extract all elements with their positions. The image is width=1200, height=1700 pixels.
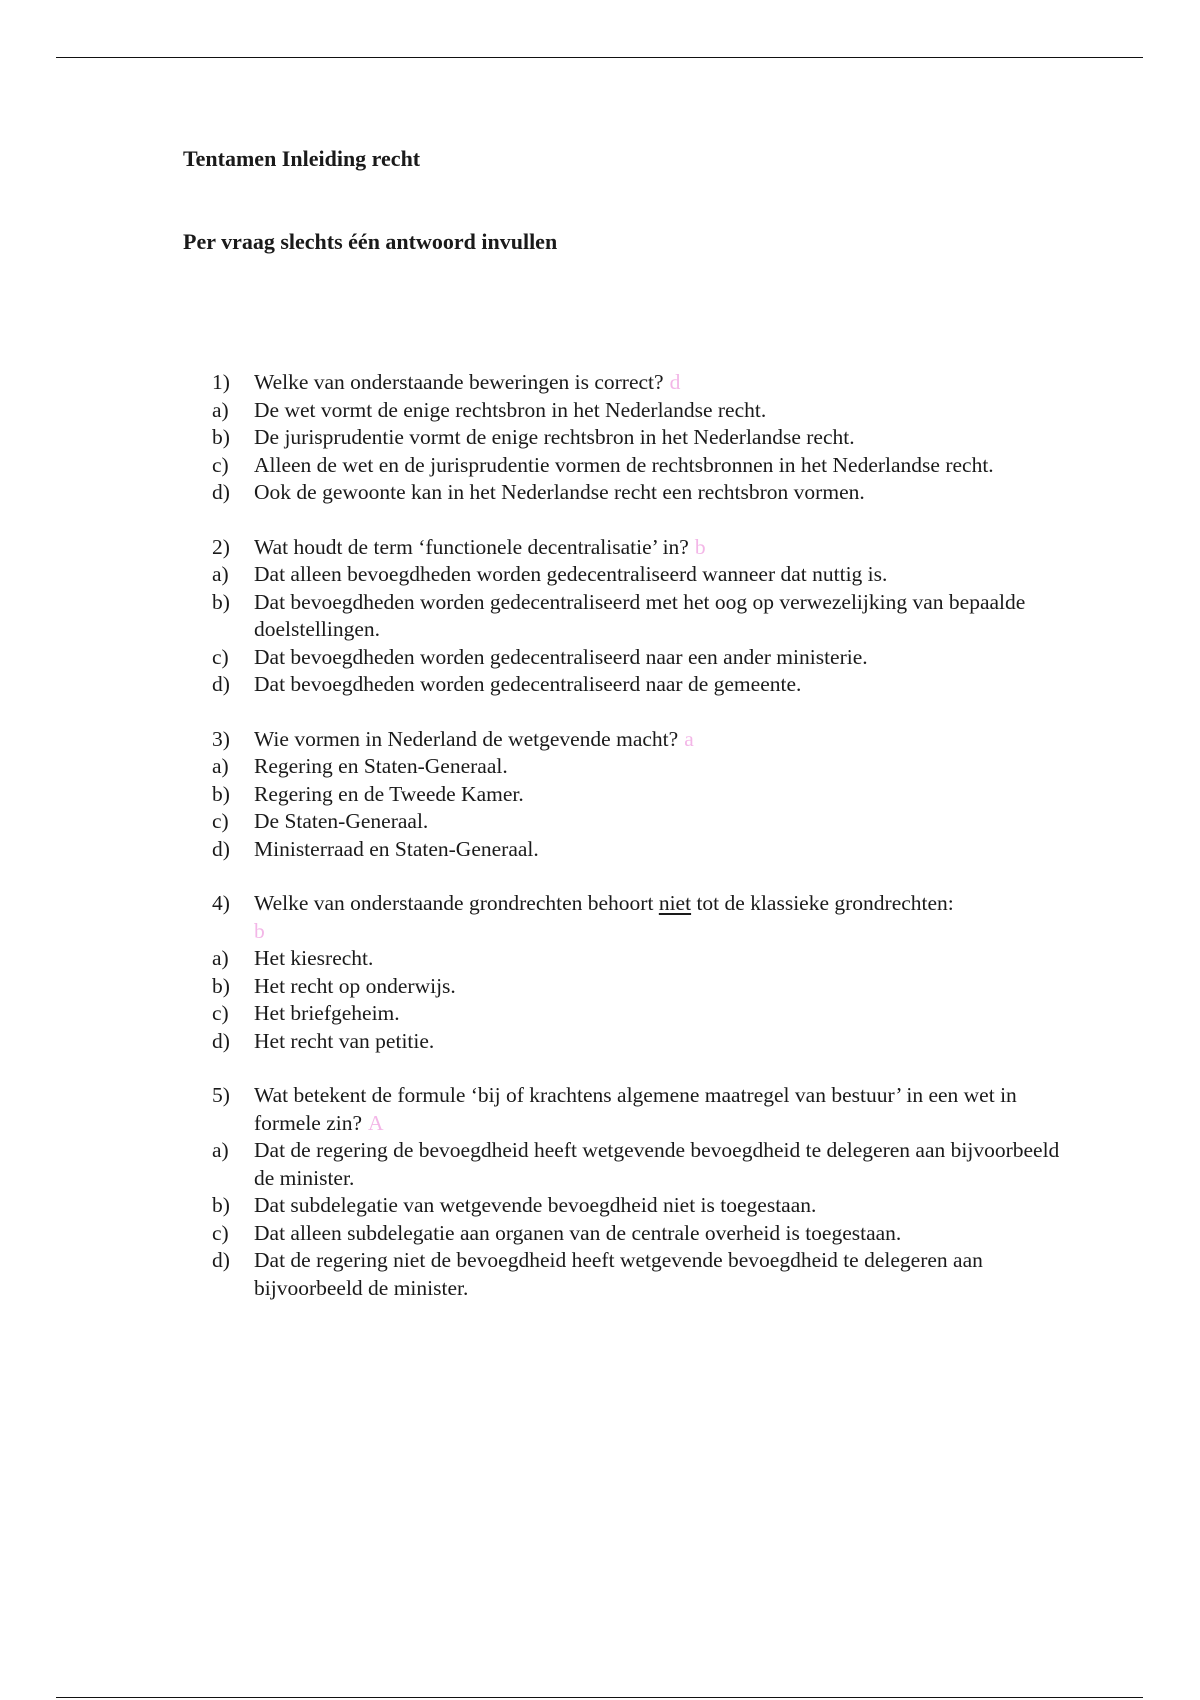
question-5-stem-row xyxy=(212,1082,1072,1137)
handwritten-answer: a xyxy=(684,726,694,751)
option-letter: c) xyxy=(212,1001,229,1025)
option-text: De wet vormt de enige rechtsbron in het Nederlandse recht. xyxy=(254,397,767,422)
option-letter: c) xyxy=(212,644,229,669)
option-row xyxy=(212,836,1072,864)
question-list xyxy=(212,369,1072,1329)
question-number: 5) xyxy=(212,1083,230,1107)
option-row xyxy=(212,452,1072,480)
question-stem: Welke van onderstaande beweringen is correct? xyxy=(254,370,664,394)
option-letter: a) xyxy=(212,946,229,970)
question-number: 1) xyxy=(212,370,230,394)
option-row xyxy=(212,397,1072,425)
option-row xyxy=(212,561,1072,589)
option-row xyxy=(212,1192,1072,1220)
option-text: Dat bevoegdheden worden gedecentraliseerd naar een ander ministerie. xyxy=(254,644,868,669)
option-row xyxy=(212,644,1072,672)
option-row xyxy=(212,671,1072,699)
option-row xyxy=(212,1220,1072,1248)
option-row xyxy=(212,479,1072,507)
option-letter: a) xyxy=(212,754,229,778)
option-text: Dat subdelegatie van wetgevende bevoegdheid niet is toegestaan. xyxy=(254,1193,817,1217)
question-stem: Wie vormen in Nederland de wetgevende macht? xyxy=(254,726,679,751)
handwritten-answer: d xyxy=(669,370,681,394)
handwritten-answer: b xyxy=(694,534,706,559)
question-stem: Welke van onderstaande grondrechten behoort xyxy=(254,891,654,915)
question-5 xyxy=(212,1082,1072,1302)
question-3 xyxy=(212,726,1072,864)
question-2 xyxy=(212,534,1072,699)
option-text: Ook de gewoonte kan in het Nederlandse recht een rechtsbron vormen. xyxy=(254,480,865,504)
option-row xyxy=(212,1000,1072,1028)
option-text: Dat alleen subdelegatie aan organen van de centrale overheid is toegestaan. xyxy=(254,1220,902,1245)
question-number: 2) xyxy=(212,534,230,559)
option-text: Het recht op onderwijs. xyxy=(254,973,456,998)
option-row xyxy=(212,1028,1072,1056)
option-row xyxy=(212,945,1072,973)
question-1-stem-row xyxy=(212,369,1072,397)
question-4 xyxy=(212,890,1072,1055)
question-number: 3) xyxy=(212,726,230,751)
question-2-stem-row xyxy=(212,534,1072,562)
footer-rule xyxy=(56,1697,1143,1698)
option-row xyxy=(212,589,1072,644)
option-text: Regering en de Tweede Kamer. xyxy=(254,781,524,806)
option-text: Het briefgeheim. xyxy=(254,1001,400,1025)
option-row xyxy=(212,753,1072,781)
question-3-stem-row xyxy=(212,726,1072,754)
option-letter: b) xyxy=(212,781,230,806)
option-text: Dat de regering niet de bevoegdheid heeft wetgevende bevoegdheid te delegeren aan bijvoorbeeld de minister. xyxy=(254,1248,983,1300)
option-text: De jurisprudentie vormt de enige rechtsbron in het Nederlandse recht. xyxy=(254,425,855,449)
option-row xyxy=(212,1137,1072,1192)
option-row xyxy=(212,1247,1072,1302)
exam-instruction: Per vraag slechts één antwoord invullen xyxy=(183,229,558,254)
option-text: Het kiesrecht. xyxy=(254,946,374,970)
option-letter: c) xyxy=(212,1220,229,1245)
option-row xyxy=(212,781,1072,809)
option-text: Dat bevoegdheden worden gedecentraliseerd naar de gemeente. xyxy=(254,672,802,696)
option-letter: d) xyxy=(212,836,230,861)
option-text: Dat alleen bevoegdheden worden gedecentraliseerd wanneer dat nuttig is. xyxy=(254,562,888,586)
option-letter: d) xyxy=(212,672,230,696)
option-letter: b) xyxy=(212,589,230,614)
option-letter: b) xyxy=(212,1193,230,1217)
question-number: 4) xyxy=(212,891,230,915)
option-text: Alleen de wet en de jurisprudentie vormen de rechtsbronnen in het Nederlandse recht. xyxy=(254,452,994,477)
question-4-stem-row xyxy=(212,890,1072,945)
question-stem: Wat houdt de term ‘functionele decentralisatie’ in? xyxy=(254,534,689,559)
option-text: De Staten-Generaal. xyxy=(254,809,429,833)
handwritten-answer: b xyxy=(254,918,265,943)
option-letter: d) xyxy=(212,480,230,504)
option-letter: c) xyxy=(212,809,229,833)
question-stem-emphasis: niet xyxy=(658,891,692,915)
question-stem-continued: tot de klassieke grondrechten: xyxy=(696,891,954,915)
option-letter: a) xyxy=(212,397,229,422)
document-title: Tentamen Inleiding recht xyxy=(183,146,421,171)
option-row xyxy=(212,424,1072,452)
option-text: Dat bevoegdheden worden gedecentraliseerd met het oog op verwezelijking van bepaalde doelstellingen. xyxy=(254,589,1026,641)
option-letter: b) xyxy=(212,425,230,449)
option-letter: c) xyxy=(212,452,229,477)
option-letter: a) xyxy=(212,562,229,586)
option-text: Regering en Staten-Generaal. xyxy=(254,754,508,778)
option-letter: d) xyxy=(212,1248,230,1272)
header-rule xyxy=(56,57,1143,58)
option-text: Ministerraad en Staten-Generaal. xyxy=(254,836,539,861)
option-row xyxy=(212,808,1072,836)
handwritten-answer: A xyxy=(368,1110,384,1135)
option-letter: b) xyxy=(212,973,230,998)
option-text: Het recht van petitie. xyxy=(254,1028,435,1053)
option-letter: a) xyxy=(212,1138,229,1162)
option-text: Dat de regering de bevoegdheid heeft wetgevende bevoegdheid te delegeren aan bijvoorbeeld de minister. xyxy=(254,1138,1060,1190)
question-stem: Wat betekent de formule ‘bij of krachtens algemene maatregel van bestuur’ in een wet in formele zin? xyxy=(254,1083,1017,1135)
question-1 xyxy=(212,369,1072,507)
option-row xyxy=(212,973,1072,1001)
option-letter: d) xyxy=(212,1028,230,1053)
